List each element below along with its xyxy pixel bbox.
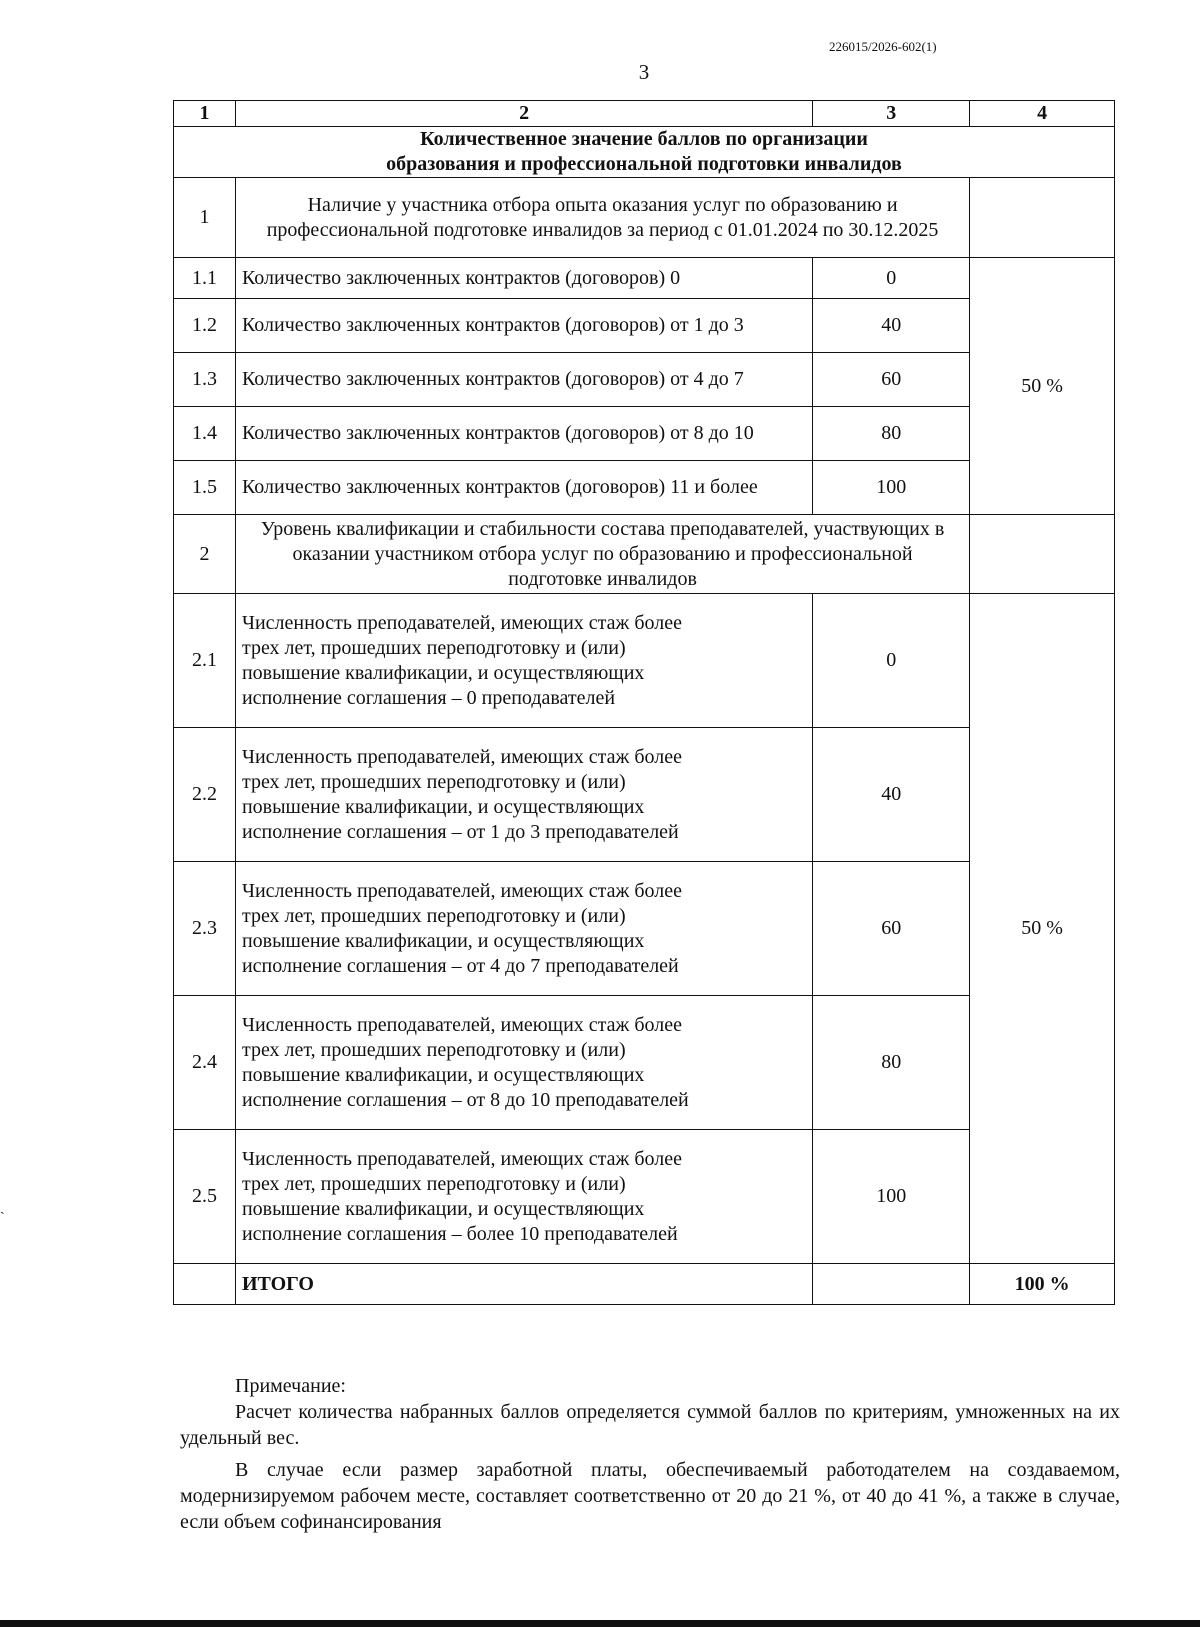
row-number: 1.4 [174,407,236,461]
page-number: 3 [638,60,650,84]
empty-cell [970,515,1115,594]
row-points: 40 [813,299,970,353]
section-title: Количественное значение баллов по организации образования и профессиональной подготовки инвалидов [174,127,1115,178]
column-header: 3 [813,101,970,127]
notes-section [180,1373,1120,1535]
total-label: ИТОГО [235,1264,812,1305]
criterion-text: Наличие у участника отбора опыта оказания услуг по образованию и профессиональной подготовке инвалидов за период с 01.01.2024 по 30.12.2025 [235,178,969,258]
row-number: 2.4 [174,996,236,1130]
row-number: 1.3 [174,353,236,407]
column-header-row [174,101,1115,127]
document-number: 226015/2026-602(1) [829,39,937,54]
criterion-weight: 50 % [970,594,1115,1264]
criterion-row [174,178,1115,258]
row-text: Количество заключенных контрактов (договоров) 0 [235,258,812,299]
row-number: 2.3 [174,862,236,996]
row-number: 1.5 [174,461,236,515]
empty-cell [174,1264,236,1305]
row-points: 0 [813,258,970,299]
table-row [174,258,1115,299]
criterion-text: Уровень квалификации и стабильности состава преподавателей, участвующих в оказании участником отбора услуг по образованию и профессиональной подготовке инвалидов [235,515,969,594]
notes-title: Примечание: [235,1375,346,1397]
row-text: Численность преподавателей, имеющих стаж более трех лет, прошедших переподготовку и (или) повышение квалификации, и осуществляющих исполнение соглашения – от 8 до 10 преподавателей [235,996,812,1130]
notes-paragraph: В случае если размер заработной платы, обеспечиваемый работодателем на создаваемом, модернизируемом рабочем месте, составляет соответственно от 20 до 21 %, от 40 до 41 %, а также в случае, если объем софинансирования [180,1459,1120,1533]
row-points: 100 [813,1130,970,1264]
row-points: 0 [813,594,970,728]
column-header: 1 [174,101,236,127]
row-text: Численность преподавателей, имеющих стаж более трех лет, прошедших переподготовку и (или) повышение квалификации, и осуществляющих исполнение соглашения – от 4 до 7 преподавателей [235,862,812,996]
row-text: Численность преподавателей, имеющих стаж более трех лет, прошедших переподготовку и (или) повышение квалификации, и осуществляющих исполнение соглашения – от 1 до 3 преподавателей [235,728,812,862]
row-text: Количество заключенных контрактов (договоров) 11 и более [235,461,812,515]
row-number: 1.1 [174,258,236,299]
criteria-table [173,100,1115,1305]
row-points: 80 [813,407,970,461]
total-value: 100 % [970,1264,1115,1305]
row-number: 2.1 [174,594,236,728]
criterion-number: 1 [174,178,236,258]
criterion-row [174,515,1115,594]
empty-cell [970,178,1115,258]
table-row [174,594,1115,728]
row-text: Количество заключенных контрактов (договоров) от 1 до 3 [235,299,812,353]
row-points: 60 [813,353,970,407]
section-title-row [174,127,1115,178]
empty-cell [813,1264,970,1305]
row-text: Количество заключенных контрактов (договоров) от 4 до 7 [235,353,812,407]
scan-mark: ˏ [0,1200,5,1215]
row-text: Численность преподавателей, имеющих стаж более трех лет, прошедших переподготовку и (или) повышение квалификации, и осуществляющих исполнение соглашения – более 10 преподавателей [235,1130,812,1264]
row-number: 1.2 [174,299,236,353]
row-points: 40 [813,728,970,862]
row-points: 60 [813,862,970,996]
criterion-weight: 50 % [970,258,1115,515]
row-text: Численность преподавателей, имеющих стаж более трех лет, прошедших переподготовку и (или) повышение квалификации, и осуществляющих исполнение соглашения – 0 преподавателей [235,594,812,728]
row-points: 80 [813,996,970,1130]
row-text: Количество заключенных контрактов (договоров) от 8 до 10 [235,407,812,461]
criterion-number: 2 [174,515,236,594]
scan-bottom-edge [0,1620,1200,1627]
row-number: 2.2 [174,728,236,862]
column-header: 2 [235,101,812,127]
row-number: 2.5 [174,1130,236,1264]
total-row [174,1264,1115,1305]
notes-paragraph: Расчет количества набранных баллов определяется суммой баллов по критериям, умноженных на их удельный вес. [180,1401,1120,1449]
column-header: 4 [970,101,1115,127]
row-points: 100 [813,461,970,515]
